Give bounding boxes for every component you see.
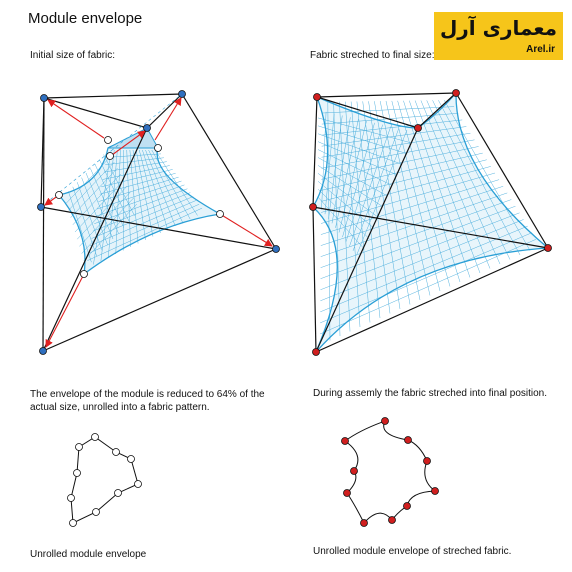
envelope-node [135,481,142,488]
fabric-corner-node [105,137,112,144]
final-size-caption: Fabric streched to final size: [310,50,435,61]
anchor-node [313,349,320,356]
fabric-corner-node [155,145,162,152]
envelope-node [115,490,122,497]
streched-node [351,468,358,475]
envelope-node [76,444,83,451]
initial-fabric-peak [108,128,158,148]
anchor-node [38,204,45,211]
anchor-node [314,94,321,101]
fabric-corner-node [107,153,114,160]
anchor-node [40,348,47,355]
envelope-node [68,495,75,502]
initial-size-caption: Initial size of fabric: [30,50,116,61]
unrolled-envelope-label: Unrolled module envelope [30,549,147,560]
unrolled-envelope-nodes [68,434,142,527]
anchor-node [310,204,317,211]
assembly-description: During assemly the fabric streched into final position. [313,388,548,399]
unrolled-streched-diagram [342,418,439,527]
anchor-node [545,245,552,252]
unrolled-streched-outline [345,421,435,523]
logo-site-text: Arel.ir [526,44,555,55]
stretch-arrow [155,98,181,140]
fabric-corner-node [217,211,224,218]
streched-node [389,517,396,524]
streched-node [424,458,431,465]
envelope-node [93,509,100,516]
stretch-arrow [48,100,104,138]
anchor-node [144,125,151,132]
envelope-node [70,520,77,527]
anchor-node [273,246,280,253]
streched-node [382,418,389,425]
envelope-node [74,470,81,477]
envelope-description: The envelope of the module is reduced to 64% of the actual size, unrolled into a fabric pattern. [30,389,265,413]
unrolled-streched-label: Unrolled module envelope of streched fabric. [313,546,512,557]
initial-fabric-diagram [38,91,280,355]
stretched-fabric-diagram [310,90,552,356]
streched-node [342,438,349,445]
page-title: Module envelope [28,10,143,27]
anchor-node [179,91,186,98]
fabric-corner-node [81,271,88,278]
anchor-node [415,125,422,132]
envelope-node [92,434,99,441]
unrolled-envelope-diagram [68,434,142,527]
envelope-node [113,449,120,456]
anchor-node [453,90,460,97]
streched-node [361,520,368,527]
initial-fabric-membrane [59,144,220,274]
streched-node [404,503,411,510]
logo-arabic-text: معماری آرل [439,16,558,40]
envelope-node [128,456,135,463]
streched-node [432,488,439,495]
anchor-node [41,95,48,102]
streched-node [344,490,351,497]
stretched-fabric-membrane [313,93,548,352]
streched-node [405,437,412,444]
fabric-corner-node [56,192,63,199]
